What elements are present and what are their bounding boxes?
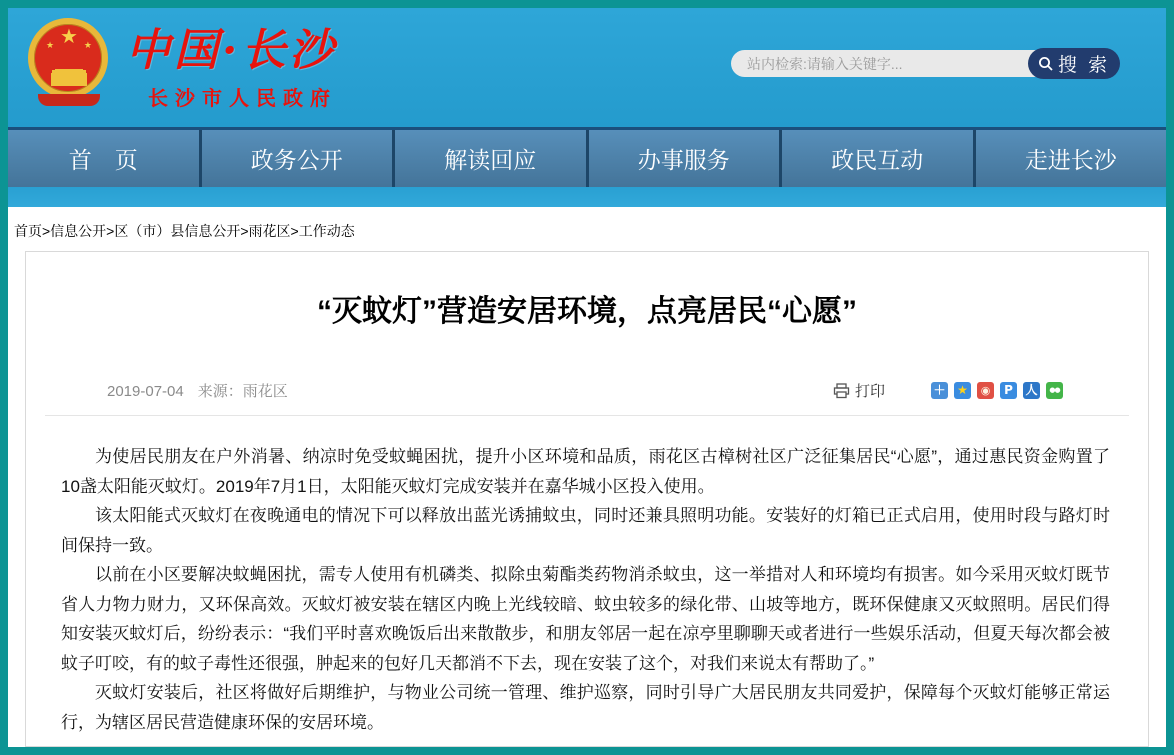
nav-item-gov-info[interactable]: 政务公开 [202, 130, 396, 187]
article-box [25, 251, 1149, 747]
article-body [26, 416, 1148, 737]
search-button-label: 搜 索 [1057, 55, 1111, 76]
main-nav [8, 127, 1166, 187]
search-button[interactable] [1028, 48, 1120, 79]
article-paragraph: 以前在小区要解决蚊蝇困扰，需专人使用有机磷类、拟除虫菊酯类药物消杀蚊虫，这一举措对人和环境均有损害。如今采用灭蚊灯既节省人力物力财力，又环保高效。灭蚊灯被安装在辖区内晚上光线较暗、蚊虫较多的绿化带、山坡等地方，既环保健康又灭蚊照明。居民们得知安装灭蚊灯后，纷纷表示：“我们平时喜欢晚饭后出来散散步，和朋友邻居一起在凉亭里聊聊天或者进行一些娱乐活动，但夏天每次都会被蚊子叮咬，有的蚊子毒性还很强，肿起来的包好几天都消不下去，现在安装了这个，对我们来说太有帮助了。” [61, 565, 1110, 673]
breadcrumb[interactable]: 首页>信息公开>区（市）县信息公开>雨花区>工作动态 [14, 223, 355, 239]
national-emblem-icon: ★ ★ ★ [26, 16, 112, 108]
share-more-icon[interactable]: ＋ [931, 382, 948, 399]
qzone-icon[interactable]: ★ [954, 382, 971, 399]
nav-bottom-strip [8, 187, 1166, 207]
renren-icon[interactable]: 人 [1023, 382, 1040, 399]
tencent-weibo-icon[interactable]: P [1000, 382, 1017, 399]
nav-item-services[interactable]: 办事服务 [589, 130, 783, 187]
sina-weibo-icon[interactable]: ◉ [977, 382, 994, 399]
article-date: 2019-07-04 [107, 383, 184, 400]
article-paragraph: 为使居民朋友在户外消暑、纳凉时免受蚊蝇困扰，提升小区环境和品质，雨花区古樟树社区广泛征集居民“心愿”，通过惠民资金购置了10盏太阳能灭蚊灯。2019年7月1日，太阳能灭蚊灯完成安装并在嘉华城小区投入使用。 [61, 447, 1110, 496]
nav-item-interact[interactable]: 政民互动 [782, 130, 976, 187]
content-area [8, 207, 1166, 747]
article-meta-row [45, 380, 1129, 416]
site-header [8, 8, 1166, 127]
search-icon [1038, 56, 1054, 72]
article-source: 来源：雨花区 [197, 383, 288, 400]
site-subtitle: 长沙市人民政府 [148, 88, 337, 110]
printer-icon [833, 383, 850, 399]
site-search [731, 48, 1116, 78]
nav-item-home[interactable]: 首 页 [8, 130, 202, 187]
print-button[interactable] [833, 380, 885, 401]
nav-item-interpret[interactable]: 解读回应 [395, 130, 589, 187]
nav-item-about[interactable]: 走进长沙 [976, 130, 1167, 187]
article-title: “灭蚊灯”营造安居环境，点亮居民“心愿” [317, 295, 857, 328]
share-icons [931, 382, 1063, 399]
site-logo[interactable] [26, 16, 337, 111]
article-paragraph: 灭蚊灯安装后，社区将做好后期维护，与物业公司统一管理、维护巡察，同时引导广大居民朋友共同爱护，保障每个灭蚊灯能够正常运行，为辖区居民营造健康环保的安居环境。 [61, 683, 1110, 732]
wechat-icon[interactable]: ●● [1046, 382, 1063, 399]
site-title: 中国·长沙 [126, 25, 338, 76]
article-paragraph: 该太阳能式灭蚊灯在夜晚通电的情况下可以释放出蓝光诱捕蚊虫，同时还兼具照明功能。安装好的灯箱已正式启用，使用时段与路灯时间保持一致。 [61, 506, 1110, 555]
print-label: 打印 [854, 383, 885, 400]
